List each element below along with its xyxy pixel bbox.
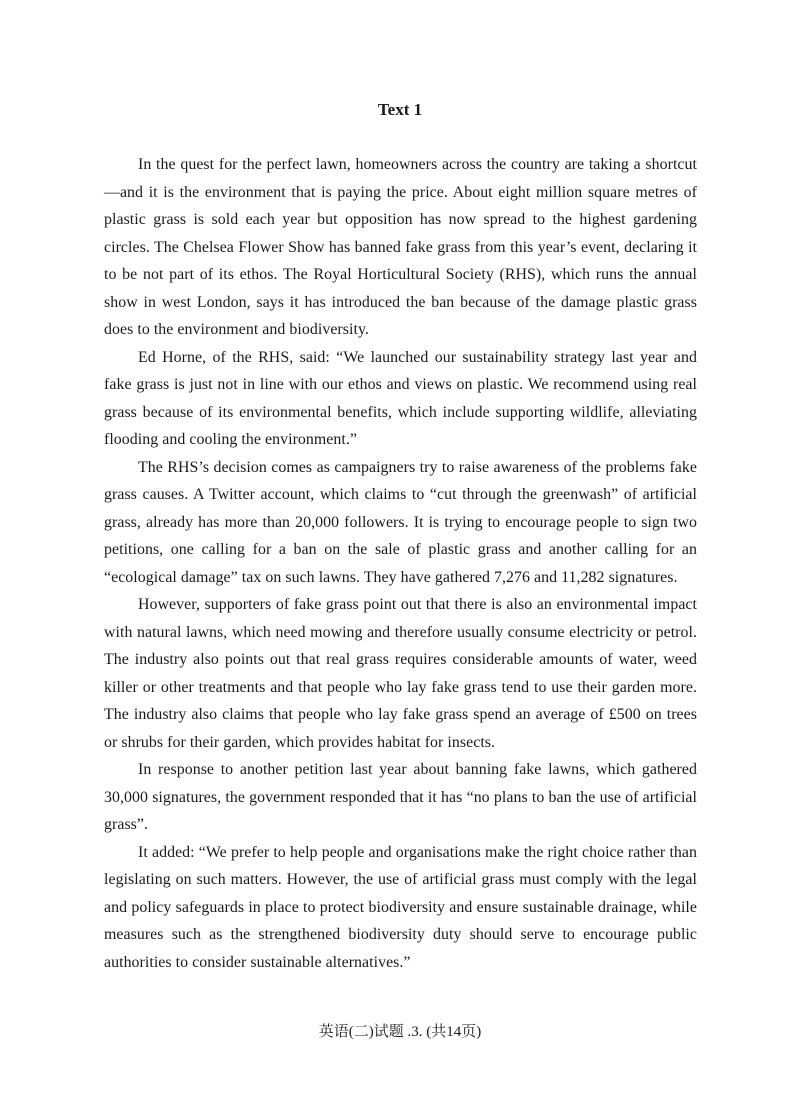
paragraph-1: In the quest for the perfect lawn, homeowners across the country are taking a shortcut—and it is the environment that is paying the price. About eight million square metres of plastic grass is sold each year but opposition has now spread to the highest gardening circles. The Chelsea Flower Show has banned fake grass from this year’s event, declaring it to be not part of its ethos. The Royal Horticultural Society (RHS), which runs the annual show in west London, says it has introduced the ban because of the damage plastic grass does to the environment and biodiversity.: [104, 156, 697, 338]
page-footer: 英语(二)试题 .3. (共14页): [318, 1024, 482, 1040]
passage-body: [104, 151, 697, 976]
paragraph-2: Ed Horne, of the RHS, said: “We launched our sustainability strategy last year and fake grass is just not in line with our ethos and views on plastic. We recommend using real grass because of its environmental benefits, which include supporting wildlife, alleviating flooding and cooling the environment.”: [104, 348, 697, 448]
paragraph-4: However, supporters of fake grass point out that there is also an environmental impact with natural lawns, which need mowing and therefore usually consume electricity or petrol. The industry also points out that real grass requires considerable amounts of water, weed killer or other treatments and that people who lay fake grass tend to use their garden more. The industry also claims that people who lay fake grass spend an average of £500 on trees or shrubs for their garden, which provides habitat for insects.: [104, 596, 697, 751]
paragraph-3: The RHS’s decision comes as campaigners try to raise awareness of the problems fake grass causes. A Twitter account, which claims to “cut through the greenwash” of artificial grass, already has more than 20,000 followers. It is trying to encourage people to sign two petitions, one calling for a ban on the sale of plastic grass and another calling for an “ecological damage” tax on such lawns. They have gathered 7,276 and 11,282 signatures.: [104, 458, 697, 586]
passage-title: Text 1: [377, 100, 423, 119]
paragraph-6: It added: “We prefer to help people and organisations make the right choice rather than legislating on such matters. However, the use of artificial grass must comply with the legal and policy safeguards in place to protect biodiversity and ensure sustainable drainage, while measures such as the strengthened biodiversity duty should serve to encourage public authorities to consider sustainable alternatives.”: [104, 843, 697, 971]
paragraph-5: In response to another petition last year about banning fake lawns, which gathered 30,000 signatures, the government responded that it has “no plans to ban the use of artificial grass”.: [104, 761, 697, 833]
